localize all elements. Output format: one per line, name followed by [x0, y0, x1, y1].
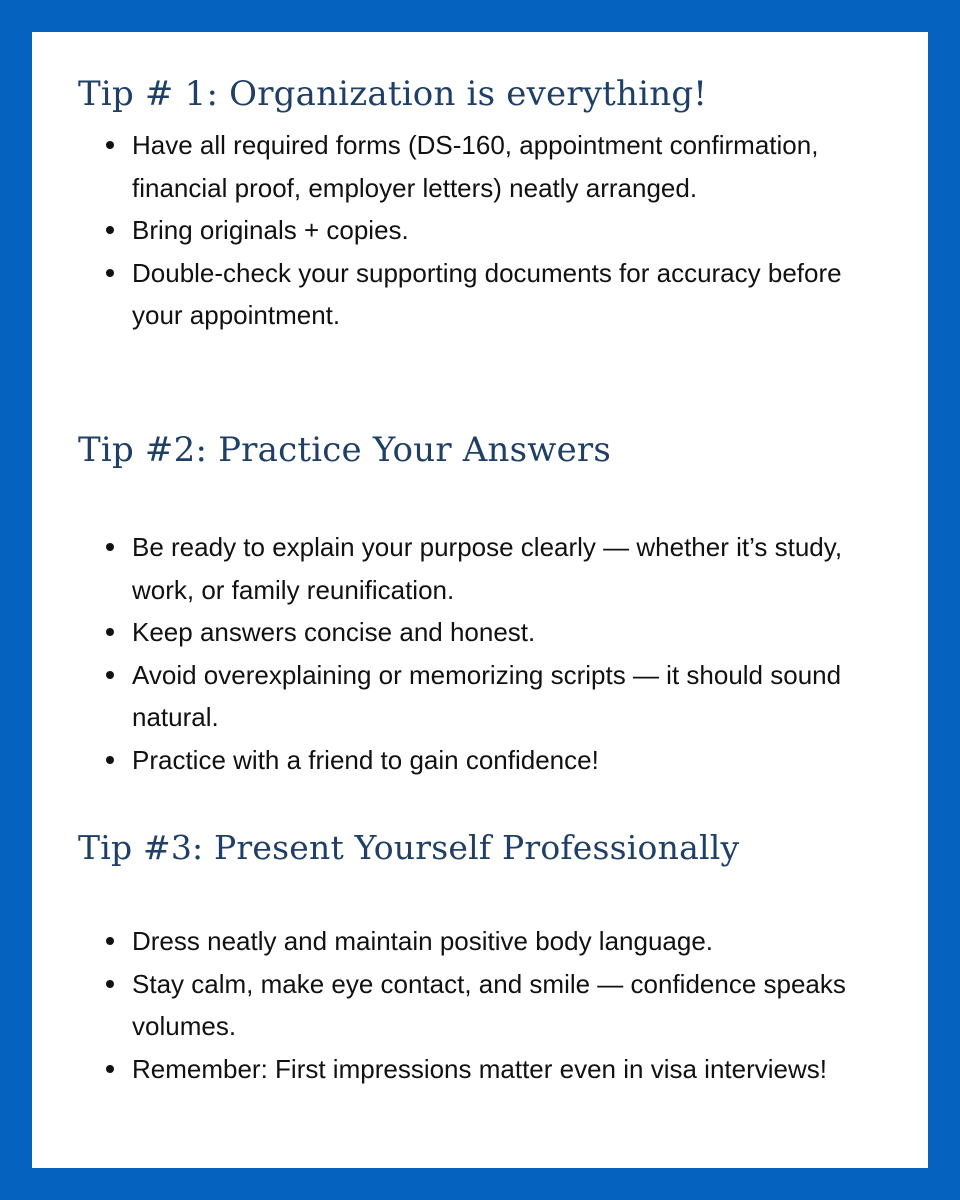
list-item-text: Keep answers concise and honest.: [132, 617, 536, 647]
tip-3-section: [78, 828, 878, 1084]
bullet-icon: [106, 141, 114, 149]
list-item-text: Have all required forms (DS-160, appointment confirmation, financial proof, employer letters) neatly arranged.: [132, 130, 819, 203]
bullet-icon: [106, 980, 114, 988]
list-item: [78, 963, 862, 1048]
list-item-text: Remember: First impressions matter even in visa interviews!: [132, 1053, 827, 1084]
bullet-icon: [106, 937, 114, 945]
list-item: [78, 124, 862, 209]
list-item: [78, 920, 862, 963]
list-item: [78, 654, 862, 739]
bullet-icon: [106, 671, 114, 679]
tip-1-list: [78, 124, 862, 337]
bullet-icon: [106, 628, 114, 636]
list-item: [78, 739, 862, 782]
list-item-text: Dress neatly and maintain positive body language.: [132, 926, 714, 956]
list-item-text: Bring originals + copies.: [132, 215, 409, 245]
tip-2-list: [78, 526, 862, 781]
list-item: [78, 526, 862, 611]
list-item-text: Practice with a friend to gain confidence!: [132, 744, 599, 775]
bullet-icon: [106, 226, 114, 234]
tip-1-heading: Tip # 1: Organization is everything!: [78, 74, 708, 114]
tips-card: [32, 32, 928, 1168]
list-item: [78, 209, 862, 252]
list-item: [78, 611, 862, 654]
tip-3-list: [78, 920, 862, 1090]
bullet-icon: [106, 756, 114, 764]
tip-1-section: [78, 74, 878, 330]
list-item-text: Double-check your supporting documents for accuracy before your appointment.: [132, 257, 842, 330]
list-item-text: Stay calm, make eye contact, and smile — confidence speaks volumes.: [132, 968, 846, 1041]
list-item-text: Avoid overexplaining or memorizing scripts — it should sound natural.: [132, 659, 842, 732]
list-item: [78, 252, 862, 337]
list-item: [78, 1048, 862, 1091]
bullet-icon: [106, 1065, 114, 1073]
bullet-icon: [106, 269, 114, 277]
list-item-text: Be ready to explain your purpose clearly — whether it’s study, work, or family reunification.: [132, 532, 843, 605]
tip-3-heading: Tip #3: Present Yourself Professionally: [78, 828, 740, 867]
tip-2-section: [78, 430, 878, 775]
bullet-icon: [106, 543, 114, 551]
tip-2-heading: Tip #2: Practice Your Answers: [78, 430, 611, 470]
